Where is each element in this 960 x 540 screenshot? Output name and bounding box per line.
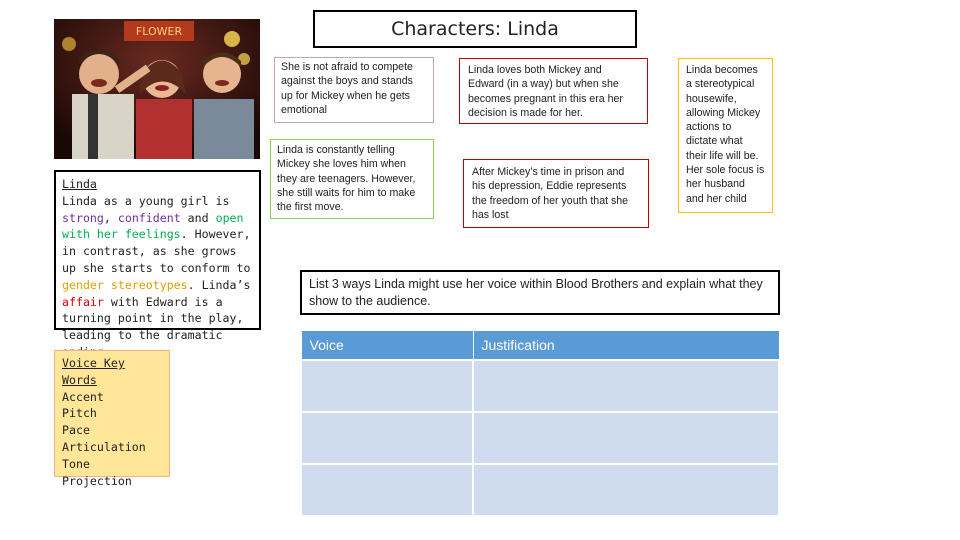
bio-heading: Linda <box>62 177 97 191</box>
table-row <box>301 412 779 464</box>
keyword-item: Accent <box>62 389 104 404</box>
bio-text: , <box>103 210 118 225</box>
table-header-row <box>301 331 779 361</box>
keyword-item: Pitch <box>62 406 97 421</box>
voice-cell[interactable] <box>301 412 473 464</box>
quote-box-pregnant: Linda loves both Mickey and Edward (in a way) but when she becomes pregnant in this era her decision is made for her. <box>459 58 648 124</box>
bio-gender-stereotypes: gender stereotypes <box>62 277 188 292</box>
bio-text: and <box>180 210 216 225</box>
bio-text: . However, in contrast, as she grows up she starts to conform to <box>62 227 251 275</box>
bio-text: with Edward is a turning point in the play, leading to the dramatic <box>62 294 244 343</box>
page-title: Characters: Linda <box>313 10 637 48</box>
justification-cell[interactable] <box>473 360 779 412</box>
keyword-item: Pace <box>62 423 90 438</box>
bio-text: Linda as a young girl is <box>62 193 230 208</box>
bio-strong: strong <box>62 210 104 225</box>
voice-keywords-box <box>54 350 170 488</box>
keyword-item: Articulation <box>62 439 146 454</box>
linda-bio-box <box>54 170 261 343</box>
table-row <box>301 360 779 412</box>
task-prompt: List 3 ways Linda might use her voice within Blood Brothers and explain what they show to the audience. <box>300 270 780 315</box>
cast-photo-illustration <box>54 19 260 159</box>
sign-text: FLOWER <box>135 25 183 38</box>
bio-affair: affair <box>62 294 104 309</box>
quote-box-compete: She is not afraid to compete against the boys and stands up for Mickey when he gets emotional <box>274 57 434 123</box>
justification-cell[interactable] <box>473 464 779 516</box>
quote-box-first-move: Linda is constantly telling Mickey she loves him when they are teenagers. However, she still waits for him to make the first move. <box>270 139 434 219</box>
cast-photo <box>54 19 260 159</box>
voice-justification-table <box>300 330 780 517</box>
header-voice: Voice <box>301 331 473 361</box>
bio-open: open with her feelings <box>62 210 244 242</box>
voice-cell[interactable] <box>301 360 473 412</box>
bio-text: . Linda’s <box>187 277 251 292</box>
quote-box-housewife: Linda becomes a stereotypical housewife, allowing Mickey actions to dictate what their life will be. Her sole focus is her husband and her child <box>678 58 773 213</box>
keyword-item: Projection <box>62 473 132 488</box>
bio-confident: confident <box>117 210 181 225</box>
quote-box-prison: After Mickey’s time in prison and his depression, Eddie represents the freedom of her youth that she has lost <box>463 159 649 228</box>
voice-cell[interactable] <box>301 464 473 516</box>
justification-cell[interactable] <box>473 412 779 464</box>
keywords-heading: Voice Key Words <box>62 356 125 387</box>
table-row <box>301 464 779 516</box>
keyword-item: Tone <box>62 456 90 471</box>
header-justification: Justification <box>473 331 779 361</box>
